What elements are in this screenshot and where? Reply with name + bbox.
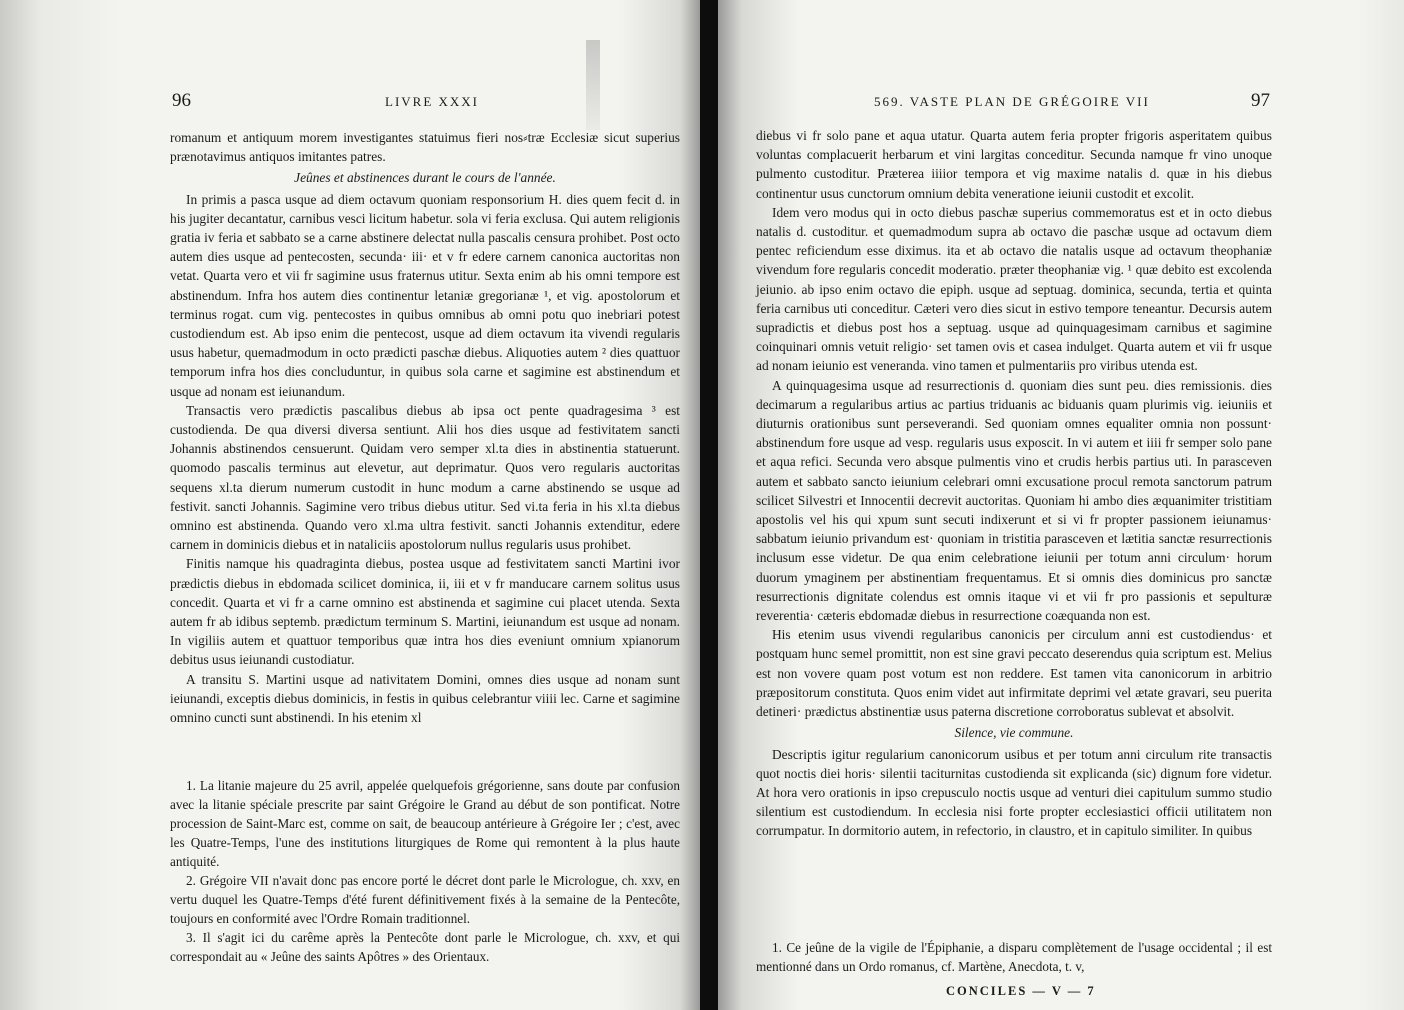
paragraph: His etenim usus vivendi regularibus canonicis per circulum anni est custodiendus· et postquam hunc semel promittit, non est sine gravi peccato deserendus quia scriptum est. Melius est non vovere quam post votum est non reddere. Est tamen vita canonicorum in arbitrio præpositorum constituta. Quos enim videt aut infirmitate deprimi vel ætate gravari, seu puerita detineri· prædictus abstinentiæ usus paterna discretione corroboratus sublevat et absolvit. [756,627,1272,720]
footnotes-left [170,776,680,966]
footnote: 1. La litanie majeure du 25 avril, appelée quelquefois grégorienne, sans doute par confusion avec la litanie spéciale prescrite par saint Grégoire le Grand au début de son pontificat. Notre procession de Saint-Marc est, comme on sait, de beaucoup antérieure à Grégoire Ier ; c'est, avec les Quatre-Temps, l'une des institutions liturgiques de Rome qui remontent à la plus haute antiquité. [170,778,680,869]
right-page [718,0,1404,1010]
running-head-right: 569. VASTE PLAN DE GRÉGOIRE VII [874,94,1150,109]
signature-mark: CONCILES — V — 7 [946,984,1096,998]
paragraph: Idem vero modus qui in octo diebus paschæ superius commemoratus est et in octo diebus natalis d. custoditur. et quemadmodum supra ab octavo die paschæ usque ad octavum diem pentec reficiendum esse diximus. ita et ab octavo die natalis usque ad octavum theophaniæ vivendum fore regularis concedit moderatio. præter theophaniæ vig. ¹ quæ debito est excolenda jeiunio. ab ipso enim octavo die epiph. usque ad septuag. dominica, secunda, tertia et quinta feria carnibus uti conceditur. Cæteri vero dies sicut in estivo tempore teneantur. Decursis autem supradictis et diebus post hos a septuag. usque ad quinquagesimam carnibus et sagimine coinquinari omnis vetuit religio· set tamen ovis et casea indulget. Quarta autem et vii fr usque ad nonam ieiunio est veneranda. vino tamen et pulmentariis pro viribus utenda est. [756,204,1272,374]
paragraph: A quinquagesima usque ad resurrectionis d. quoniam dies sunt peu. dies remissionis. dies decimarum a regularibus artius ac partius triduanis ac biduanis quam plurimis vig. ieiuniis et diuturnis orationibus sunt perseverandi. Sed quoniam omnes equaliter omnia non possunt· abstinendum fore usque ad vesp. regularis usus exposcit. In vi autem et iiii fr semper solo pane et aqua refici. Secunda vero absque pulmentis vino et crudis herbis partius uti. In parasceven autem et sabbato sancto ieiunium celebrari omni excusatione procul remota sanctorum patrum scilicet Silvestri et Innocentii decrevit auctoritas. Quoniam hi ambo dies æquanimiter tristitiam apostolis vel his qui xpum sunt secuti indixerunt et si vi fr propter passionem ieiunamus· sabbatum ieiunio privandum est· quoniam in tristitia parasceven et lætitia sanctæ resurrectionis inclusum esse videtur. De qua enim celebratione ieiunii per totum anni circulum· horum duorum ymaginem per abstinentiam frequentamus. Et si omnis dies dominicus pro sanctæ resurrectionis dignitate colendus est omnis itaque vi et vii fr pro passionis et sepulturæ reverentia· cæteris ebdomadæ diebus in resurrectione coæquanda non est. [756,377,1272,624]
section-heading: Silence, vie commune. [954,725,1074,741]
running-head-left: LIVRE XXXI [385,94,480,109]
book-gutter [700,0,718,1010]
paragraph: A transitu S. Martini usque ad nativitatem Domini, omnes dies usque ad nonam sunt ieiunandi, exceptis diebus dominicis, in festis in quibus celebrantur viiii lec. Carne et sagimine omnino cuncti sunt abstinendi. In his etenim xl [170,671,680,726]
scan-smudge [586,40,600,130]
page-number-left: 96 [172,90,191,111]
paragraph: diebus vi fr solo pane et aqua utatur. Quarta autem feria propter frigoris asperitatem quibus voluntas complacuerit herbarum et vini largitas conceditur. Secunda namque fr vino unoque pulmento custoditur. Præterea iiiior tempora et vig maxime natalis d. quæ in his diebus continentur usus cunctorum omnium debita veneratione ieiunii custodit et excolit. [756,128,1272,201]
footnote: 2. Grégoire VII n'avait donc pas encore porté le décret dont parle le Micrologue, ch. xxv, en vertu duquel les Quatre-Temps d'été furent définitivement fixés à la semaine de la Pentecôte, toujours en conformité avec l'Ordre Romain traditionnel. [170,873,680,926]
footnote: 3. Il s'agit ici du carême après la Pentecôte dont parle le Micrologue, ch. xxv, et qui correspondait au « Jeûne des saints Apôtres » des Orientaux. [170,930,680,964]
paragraph: Transactis vero prædictis pascalibus diebus ab ipsa oct pente quadragesima ³ est custodienda. De qua diversi diversa sentiunt. Alii hos dies usque ad festivitatem sancti Johannis abstinendos censuerunt. Quidam vero semper xl.ta dies in abstinentia statuerunt. quomodo pascalis terminus aut elevetur, aut deprimatur. Quos vero regularis auctoritas sequens xl.ta dierum numerum custodit in hunc modum a carne abstinendo se usque ad festivit. sancti Johannis. Sagimine vero tribus diebus utitur. Sed vi.ta feria in his xl.ta diebus omnino est abstinenda. Quando vero xl.ma ultra festivit. sancti Johannis extenditur, edere carnem in dominicis diebus et in nataliciis apostolorum nullus regularis usus prohibet. [170,402,680,553]
section-heading: Jeûnes et abstinences durant le cours de l'année. [294,170,556,186]
left-page [0,0,700,1010]
main-text-right [756,126,1272,841]
paragraph: Descriptis igitur regularium canonicorum usibus et per totum anni circulum rite transactis quot noctis diei horis· silentii taciturnitas custodienda sit explicanda (sic) dignum fore videtur. At hora vero orationis in ipso crepusculo noctis usque ad venturi diei capitulum summo studio silentium est custodiendum. In ecclesia nisi forte propter ecclesiastici officii utilitatem non corrumpatur. In dormitorio autem, in refectorio, in claustro, et in capitulo similiter. In quibus [756,746,1272,839]
paragraph: In primis a pasca usque ad diem octavum quoniam responsorium H. dies quem fecit d. in his jugiter decantatur, carnibus vesci licitum habetur. sola vi feria exclusa. Qui autem religionis gratia iv feria et sabbato se a carne abstinere delectat nulla pascalis censura prohibet. Post octo autem dies usque ad pentecosten, secunda· iii· et v fr edere carnem canonica auctoritas non vetat. Quarta vero et vii fr sagimine usus fraternus utitur. Sexta enim ab his omni tempore est abstinendum. Infra hos autem dies continentur letaniæ gregorianæ ¹, et vig. apostolorum et terminus rogat. cum vig. pentecostes in quibus omnibus ab omni potu quo inebriari potest custodiendum est. Ab ipso enim die pentecost, usque ad diem octavum ita vivendi regularis usus habetur, quemadmodum in octo prædicti paschæ diebus. Aliquoties autem ² dies quattuor temporum infra hos dies concluduntur, in quibus sola carne et sagimine est abstinendum et usque ad nonam est ieiunandum. [170,191,680,399]
page-number-right: 97 [1251,90,1270,111]
footnotes-right [756,938,1272,976]
paragraph: romanum et antiquum morem investigantes statuimus fieri nos⸗træ Ecclesiæ sicut superius prænotavimus antiquos imitantes patres. [170,130,680,165]
footnote: 1. Ce jeûne de la vigile de l'Épiphanie, a disparu complètement de l'usage occidental ; il est mentionné dans un Ordo romanus, cf. Martène, Anecdota, t. v, [756,940,1272,974]
paragraph: Finitis namque his quadraginta diebus, postea usque ad festivitatem sancti Martini ivor prædictis diebus in ebdomada scilicet dominica, ii, iii et v fr manducare carnem solitus usus concedit. Quarta et vi fr a carne omnino est abstinenda et sagimine cui placet utenda. Sexta autem fr ab idibus septemb. prædictum terminum S. Martini, ieiunandum est usque ad nonam. In vigiliis autem et quattuor temporibus quæ intra hos dies eveniunt omnium xpianorum debitus usus ieiunandi custodiatur. [170,556,680,668]
main-text-left [170,128,680,727]
